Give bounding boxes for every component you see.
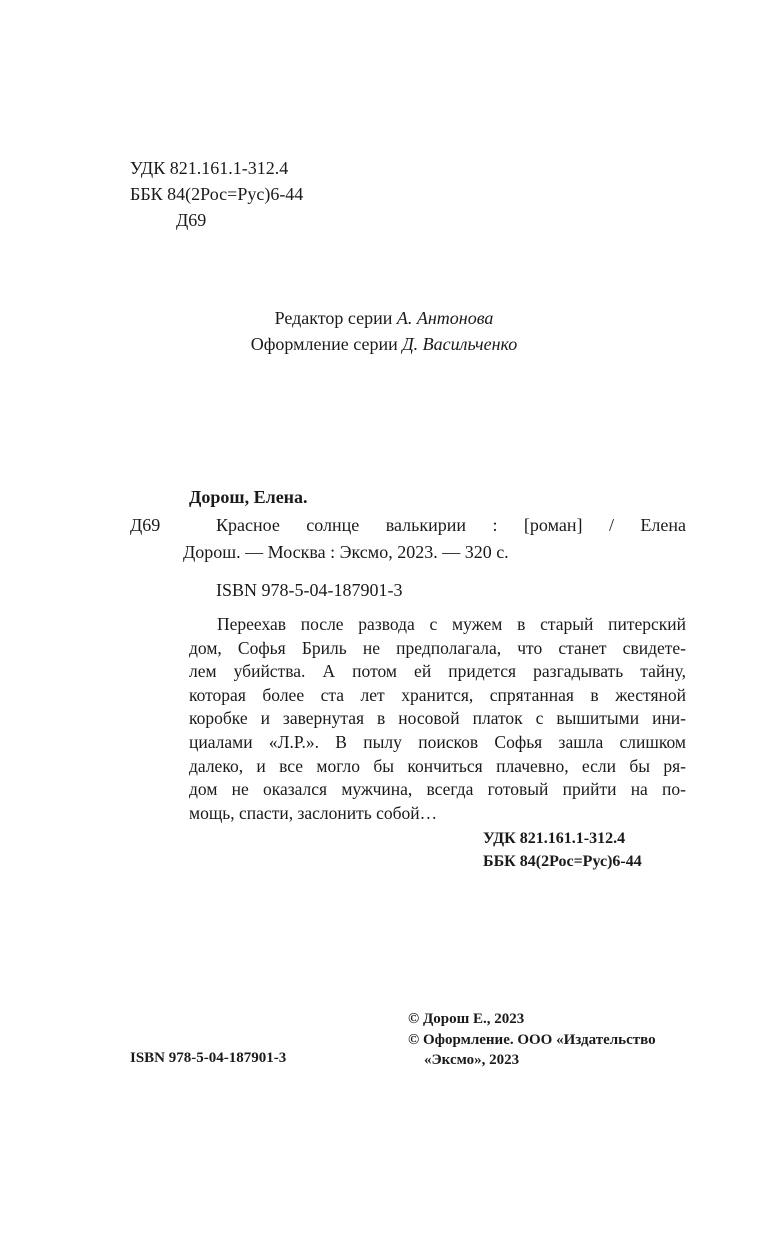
catalog-author-heading: Дорош, Елена. (189, 487, 308, 507)
top-udk: УДК 821.161.1-312.4 (130, 158, 289, 178)
catalog-title-line-1 (216, 513, 686, 537)
top-bbk: ББК 84(2Рос=Рус)6-44 (130, 184, 304, 204)
series-editor-name: А. Антонова (396, 308, 494, 328)
series-editor-line (0, 306, 768, 330)
top-author-sign: Д69 (176, 210, 207, 230)
copyright-design-line-2: «Эксмо», 2023 (424, 1052, 520, 1068)
series-design-name: Д. Васильченко (402, 334, 518, 354)
copyright-design-line-1: © Оформление. ООО «Издательство (408, 1032, 656, 1048)
annotation-line: которая более ста лет хранится, спрятанная в жестяной (189, 684, 686, 705)
copyright-author: © Дорош Е., 2023 (408, 1011, 525, 1027)
annotation-line: коробке и завернутая в носовой платок с вышитыми ини- (189, 708, 686, 729)
catalog-udk: УДК 821.161.1-312.4 (483, 830, 626, 847)
annotation-line: дом, Софья Бриль не предполагала, что станет свидете- (189, 637, 686, 658)
series-editor-label: Редактор серии (274, 308, 393, 328)
annotation-line: лем убийства. А потом ей придется разгадывать тайну, (189, 661, 686, 682)
series-design-label: Оформление серии (250, 334, 398, 354)
catalog-bbk: ББК 84(2Рос=Рус)6-44 (483, 853, 642, 870)
annotation-line: мощь, спасти, заслонить собой… (189, 802, 438, 823)
annotation-line: дом не оказался мужчина, всегда готовый прийти на по- (189, 779, 686, 800)
catalog-isbn: ISBN 978-5-04-187901-3 (216, 580, 403, 600)
catalog-author-sign: Д69 (130, 515, 161, 535)
annotation-line: Переехав после развода с мужем в старый питерский (217, 614, 686, 634)
annotation-line: далеко, и все могло бы кончиться плачевно, если бы ря- (189, 755, 686, 776)
catalog-title-line-2: Дорош. — Москва : Эксмо, 2023. — 320 с. (183, 542, 509, 562)
footer-isbn: ISBN 978-5-04-187901-3 (130, 1050, 287, 1066)
annotation-line: циалами «Л.Р.». В пылу поисков Софья зашла слишком (189, 731, 686, 752)
annotation (189, 613, 686, 825)
series-design-line (0, 332, 768, 356)
catalog-title-text-1: Красное солнце валькирии : [роман] / Елена (216, 515, 686, 535)
